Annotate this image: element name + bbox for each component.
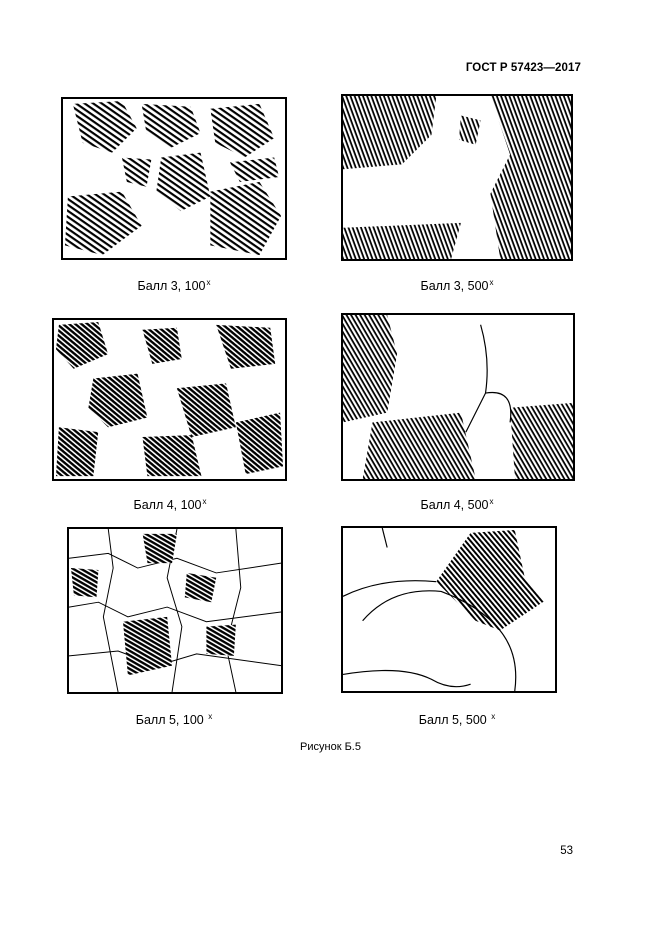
caption-grade3-100x: Балл 3, $100^х$ [137, 278, 211, 293]
caption-grade5-500x: Балл 5, 500 $^х$ [418, 712, 496, 727]
micrograph-grade5-500x [341, 526, 557, 693]
caption-grade5-100x: Балл 5, 100 $^х$ [135, 712, 213, 727]
document-code: ГОСТ Р 57423—2017 [465, 62, 581, 74]
micrograph-grade4-500x [341, 313, 575, 481]
micrograph-grade3-500x [341, 94, 573, 261]
micrograph-grade3-100x [61, 97, 287, 260]
figure-caption: Рисунок Б.5 [300, 741, 361, 753]
micrograph-grade4-100x [52, 318, 287, 481]
caption-grade3-500x: Балл 3, $500^х$ [420, 278, 494, 293]
page-number: 53 [560, 845, 573, 857]
micrograph-grade5-100x [67, 527, 283, 694]
caption-grade4-500x: Балл 4, $500^х$ [420, 497, 494, 512]
caption-grade4-100x: Балл 4, $100^х$ [133, 497, 207, 512]
